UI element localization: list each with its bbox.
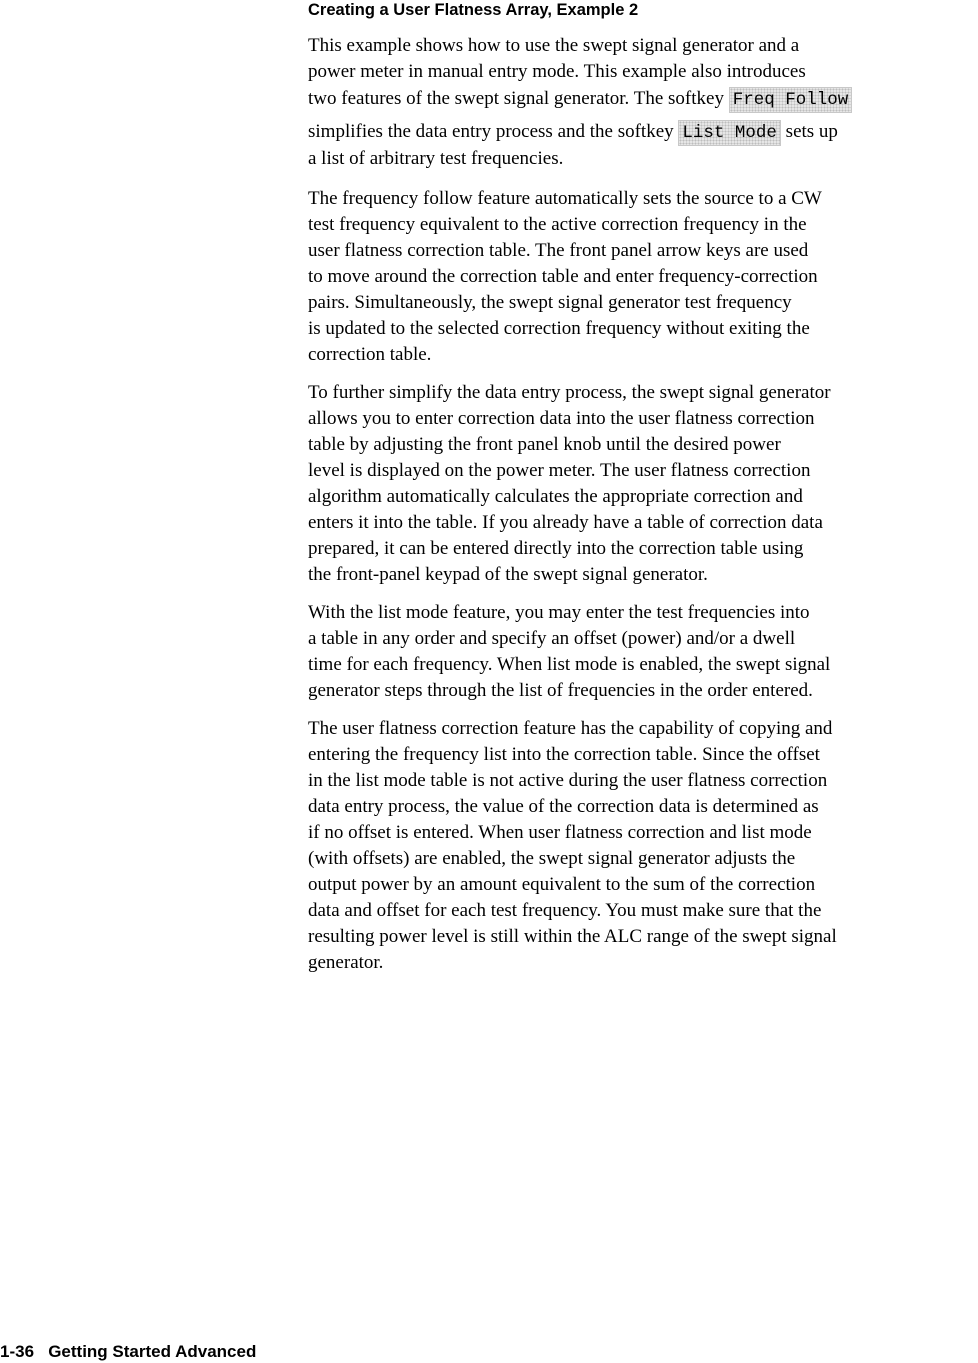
paragraph-2-line-5: pairs. Simultaneously, the swept signal generator test frequency bbox=[308, 292, 792, 313]
paragraph-2-line-2: test frequency equivalent to the active correction frequency in the bbox=[308, 214, 807, 235]
paragraph-5-line-3: in the list mode table is not active during the user flatness correction bbox=[308, 770, 828, 791]
paragraph-3-line-2: allows you to enter correction data into the user flatness correction bbox=[308, 408, 815, 429]
paragraph-5-line-4: data entry process, the value of the correction data is determined as bbox=[308, 796, 819, 817]
freq-follow-softkey: Freq Follow bbox=[729, 87, 853, 113]
paragraph-1-line-3-text: two features of the swept signal generator. The softkey bbox=[308, 88, 724, 109]
paragraph-2-line-4: to move around the correction table and enter frequency-correction bbox=[308, 266, 818, 287]
paragraph-3-line-8: the front-panel keypad of the swept signal generator. bbox=[308, 564, 708, 585]
paragraph-2-line-7: correction table. bbox=[308, 344, 432, 365]
paragraph-1-line-3 bbox=[308, 86, 852, 113]
paragraph-4-line-4: generator steps through the list of frequencies in the order entered. bbox=[308, 680, 813, 701]
page-footer bbox=[0, 1341, 256, 1363]
paragraph-1-line-4-text: simplifies the data entry process and the softkey bbox=[308, 121, 674, 142]
paragraph-4-line-1: With the list mode feature, you may enter the test frequencies into bbox=[308, 602, 810, 623]
paragraph-5-line-2: entering the frequency list into the correction table. Since the offset bbox=[308, 744, 820, 765]
paragraph-2-line-6: is updated to the selected correction frequency without exiting the bbox=[308, 318, 810, 339]
paragraph-5-line-9: resulting power level is still within the ALC range of the swept signal bbox=[308, 926, 837, 947]
paragraph-1-line-1: This example shows how to use the swept signal generator and a bbox=[308, 35, 800, 56]
paragraph-2-line-1: The frequency follow feature automatically sets the source to a CW bbox=[308, 188, 822, 209]
paragraph-5-line-1: The user flatness correction feature has the capability of copying and bbox=[308, 718, 833, 739]
paragraph-1-line-5: a list of arbitrary test frequencies. bbox=[308, 148, 564, 169]
footer-section-title: Getting Started Advanced bbox=[48, 1342, 257, 1361]
paragraph-5-line-8: data and offset for each test frequency. You must make sure that the bbox=[308, 900, 822, 921]
section-heading: Creating a User Flatness Array, Example 2 bbox=[308, 1, 639, 19]
paragraph-5-line-5: if no offset is entered. When user flatness correction and list mode bbox=[308, 822, 812, 843]
paragraph-5-line-6: (with offsets) are enabled, the swept signal generator adjusts the bbox=[308, 848, 796, 869]
paragraph-1-line-4 bbox=[308, 119, 838, 146]
paragraph-3-line-4: level is displayed on the power meter. The user flatness correction bbox=[308, 460, 811, 481]
paragraph-2-line-3: user flatness correction table. The front panel arrow keys are used bbox=[308, 240, 809, 261]
paragraph-4-line-3: time for each frequency. When list mode is enabled, the swept signal bbox=[308, 654, 831, 675]
paragraph-3-line-1: To further simplify the data entry process, the swept signal generator bbox=[308, 382, 831, 403]
paragraph-3-line-7: prepared, it can be entered directly into the correction table using bbox=[308, 538, 804, 559]
paragraph-5-line-7: output power by an amount equivalent to the sum of the correction bbox=[308, 874, 816, 895]
list-mode-softkey: List Mode bbox=[678, 120, 781, 146]
page-number: 1-36 bbox=[0, 1342, 35, 1361]
paragraph-3-line-3: table by adjusting the front panel knob until the desired power bbox=[308, 434, 781, 455]
paragraph-3-line-6: enters it into the table. If you already have a table of correction data bbox=[308, 512, 823, 533]
paragraph-3-line-5: algorithm automatically calculates the appropriate correction and bbox=[308, 486, 803, 507]
paragraph-1-line-4-tail: sets up bbox=[785, 121, 838, 142]
paragraph-1-line-2: power meter in manual entry mode. This example also introduces bbox=[308, 61, 806, 82]
paragraph-4-line-2: a table in any order and specify an offset (power) and/or a dwell bbox=[308, 628, 796, 649]
paragraph-5-line-10: generator. bbox=[308, 952, 384, 973]
